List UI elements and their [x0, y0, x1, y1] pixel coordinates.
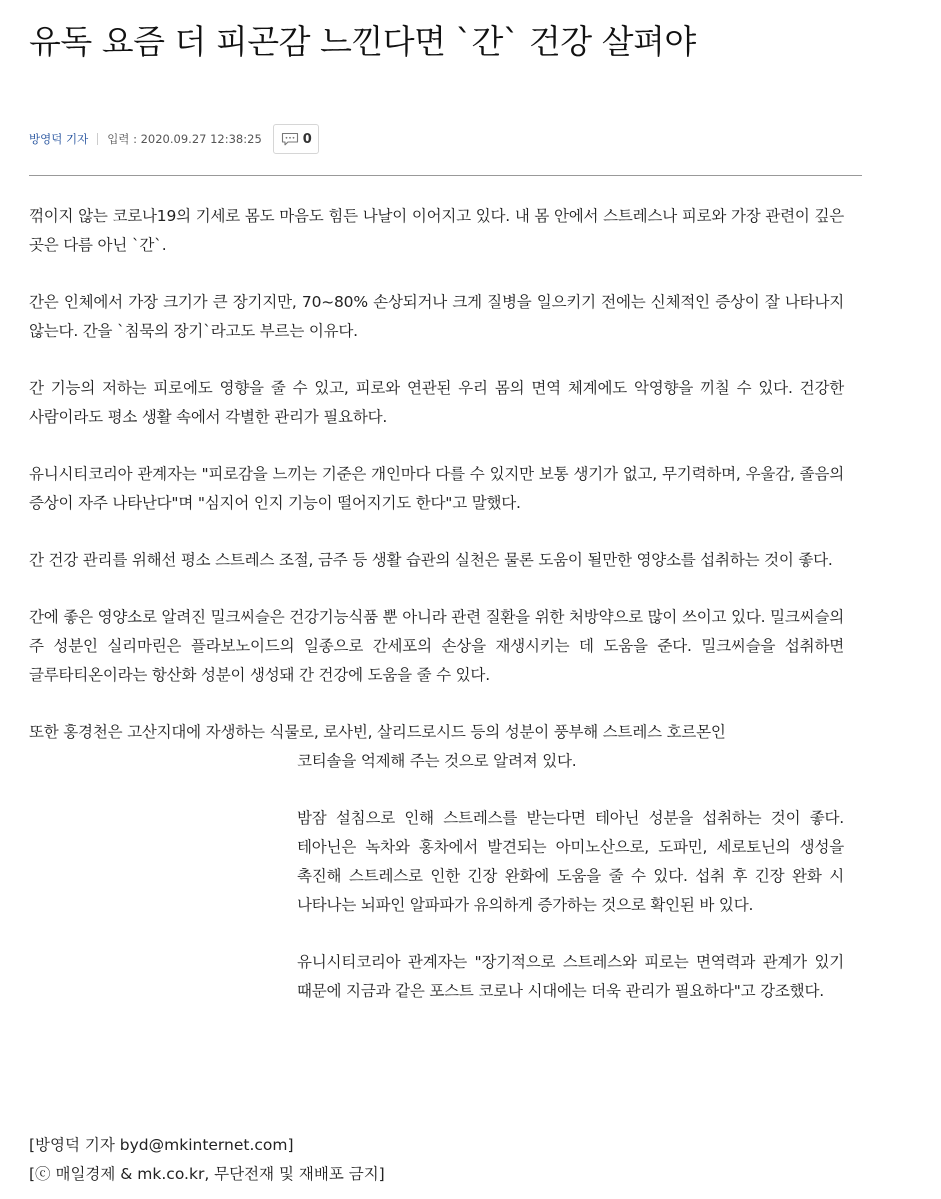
article-paragraph: 유니시티코리아 관계자는 "피로감을 느끼는 기준은 개인마다 다를 수 있지만 보통 생기가 없고, 무기력하며, 우울감, 졸음의 증상이 자주 나타난다"며 "심지어 인지 기능이 떨어지기도 한다"고 말했다.: [29, 465, 844, 512]
byline-divider: [97, 133, 98, 145]
comment-count: 0: [302, 131, 312, 147]
article-paragraph: 간 기능의 저하는 피로에도 영향을 줄 수 있고, 피로와 연관된 우리 몸의 면역 체계에도 악영향을 끼칠 수 있다. 건강한 사람이라도 평소 생활 속에서 각별한 관리가 필요하다.: [29, 379, 844, 426]
speech-bubble-icon: [281, 132, 299, 146]
publish-date: 입력 : 2020.09.27 12:38:25: [107, 132, 262, 146]
byline: [29, 123, 319, 155]
reporter-name[interactable]: 방영덕 기자: [29, 132, 89, 146]
article-paragraph: 밤잠 설침으로 인해 스트레스를 받는다면 테아닌 성분을 섭취하는 것이 좋다. 테아닌은 녹차와 홍차에서 발견되는 아미노산으로, 도파민, 세로토닌의 생성을 촉진해 스트레스로 인한 긴장 완화에 도움을 줄 수 있다. 섭취 후 긴장 완화 시 나타나는 뇌파인 알파파가 유의하게 증가하는 것으로 확인된 바 있다.: [297, 809, 844, 914]
article-paragraph: 또한 홍경천은 고산지대에 자생하는 식물로, 로사빈, 살리드로시드 등의 성분이 풍부해 스트레스 호르몬인: [29, 723, 726, 741]
article-headline: 유독 요즘 더 피곤감 느낀다면 `간` 건강 살펴야: [29, 22, 696, 61]
article-paragraph: 유니시티코리아 관계자는 "장기적으로 스트레스와 피로는 면역력과 관계가 있기 때문에 지금과 같은 포스트 코로나 시대에는 더욱 관리가 필요하다"고 강조했다.: [297, 953, 844, 1000]
article-paragraph: 간은 인체에서 가장 크기가 큰 장기지만, 70~80% 손상되거나 크게 질병을 일으키기 전에는 신체적인 증상이 잘 나타나지 않는다. 간을 `침묵의 장기`라고도 부르는 이유다.: [29, 293, 844, 340]
header-divider: [29, 175, 862, 176]
article-footer: [29, 1131, 385, 1189]
article-paragraph-continued: 코티솔을 억제해 주는 것으로 알려져 있다.: [297, 752, 577, 770]
article-paragraph: 꺾이지 않는 코로나19의 기세로 몸도 마음도 힘든 나날이 이어지고 있다. 내 몸 안에서 스트레스나 피로와 가장 관련이 깊은 곳은 다름 아닌 `간`.: [29, 207, 844, 254]
article-paragraph: 간에 좋은 영양소로 알려진 밀크씨슬은 건강기능식품 뿐 아니라 관련 질환을 위한 처방약으로 많이 쓰이고 있다. 밀크씨슬의 주 성분인 실리마린은 플라보노이드의 일종으로 간세포의 손상을 재생시키는 데 도움을 준다. 밀크씨슬을 섭취하면 글루타티온이라는 항산화 성분이 생성돼 간 건강에 도움을 줄 수 있다.: [29, 608, 844, 684]
copyright-line: [ⓒ 매일경제 & mk.co.kr, 무단전재 및 재배포 금지]: [29, 1165, 385, 1183]
reporter-email-line: [방영덕 기자 byd@mkinternet.com]: [29, 1136, 294, 1154]
article-body: [29, 202, 844, 1034]
article-paragraph: 간 건강 관리를 위해선 평소 스트레스 조절, 금주 등 생활 습관의 실천은 물론 도움이 될만한 영양소를 섭취하는 것이 좋다.: [29, 551, 833, 569]
comment-button[interactable]: [273, 124, 319, 154]
